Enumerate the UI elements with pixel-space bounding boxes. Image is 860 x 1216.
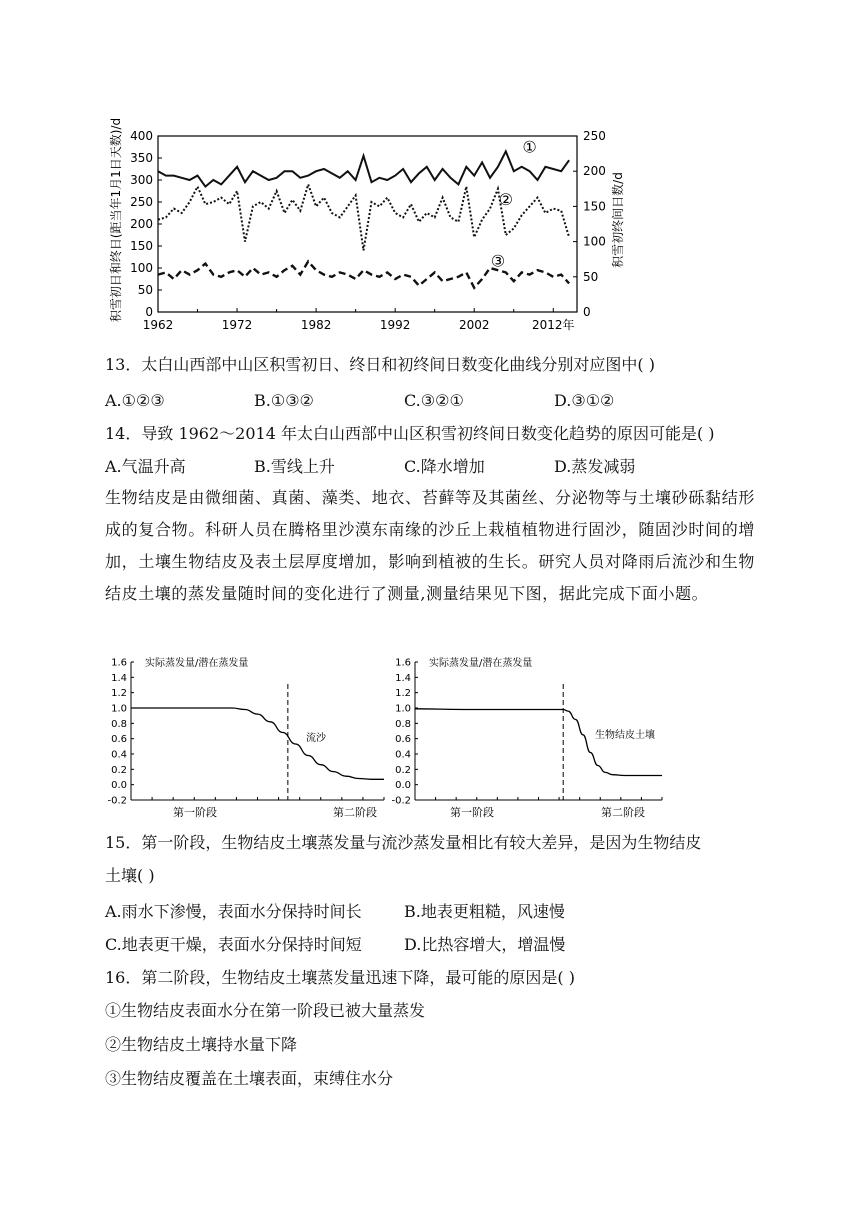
snow-chart-ylabel: 积雪初日和终日(距当年1月1日天数)/d [109,117,123,323]
curve-label: 流沙 [306,733,326,744]
q15-stem-line1: 15．第一阶段，生物结皮土壤蒸发量与流沙蒸发量相比有较大差异，是因为生物结皮 [105,833,702,852]
y-tick-label: 150 [130,239,153,253]
series-line-3 [158,261,569,287]
y-tick-label: 350 [130,151,153,165]
series-label-2: ② [498,190,514,210]
x-tick-label: 1992 [379,318,411,332]
series-line-1 [158,151,569,186]
y-tick-label: -0.2 [391,795,411,807]
y-tick-label: 1.6 [395,657,411,669]
x-tick-label: 1982 [300,318,332,332]
y-tick-label: 0.6 [395,734,411,746]
y-tick-label: -0.2 [107,795,127,807]
q14-option-c[interactable]: C.降水增加 [404,457,485,476]
q15-option-d[interactable]: D.比热容增大，增温慢 [404,935,566,954]
y-tick-label: 1.4 [395,672,411,684]
y-tick-label: 1.0 [395,703,411,715]
q16-statement-2: ②生物结皮土壤持水量下降 [105,1035,298,1054]
y2-tick-label: 250 [583,129,606,143]
y-tick-label: 0.2 [111,764,127,776]
y-tick-label: 0.4 [111,749,127,761]
q15-option-a[interactable]: A.雨水下渗慢，表面水分保持时间长 [105,902,362,921]
y-tick-label: 100 [130,261,153,275]
evap-curve [131,708,384,779]
q13-option-b[interactable]: B.①③② [254,391,314,410]
y-tick-label: 0.0 [395,780,411,792]
snow-chart-y2label: 积雪初终间日数/d [611,172,625,268]
phase-1-label: 第一阶段 [173,806,217,819]
x-tick-label: 2012年 [532,318,575,332]
q16-stem: 16．第二阶段，生物结皮土壤蒸发量迅速下降，最可能的原因是( ) [105,968,575,987]
snow-chart [100,100,640,340]
phase-2-label: 第二阶段 [601,806,645,819]
y-tick-label: 0.6 [111,734,127,746]
y-tick-label: 0.2 [395,764,411,776]
series-label-3: ③ [490,251,506,271]
evap-chart-title: 实际蒸发量/潜在蒸发量 [145,658,249,669]
y2-tick-label: 100 [583,234,606,249]
q15-stem-line2: 土壤( ) [105,866,155,885]
q15-option-c[interactable]: C.地表更干燥，表面水分保持时间短 [105,935,362,954]
q13-option-c[interactable]: C.③②① [404,391,464,410]
phase-2-label: 第二阶段 [333,806,377,819]
q15-option-b[interactable]: B.地表更粗糙，风速慢 [404,902,565,921]
q16-statement-1: ①生物结皮表面水分在第一阶段已被大量蒸发 [105,1001,426,1020]
q14-option-b[interactable]: B.雪线上升 [254,457,335,476]
q13-option-a[interactable]: A.①②③ [105,391,165,410]
x-tick-label: 1972 [221,318,253,332]
q13-stem: 13．太白山西部中山区积雪初日、终日和初终间日数变化曲线分别对应图中( ) [105,355,655,374]
evap-chart-sand [100,650,400,825]
curve-label: 生物结皮土壤 [595,730,655,741]
y2-tick-label: 0 [583,305,591,319]
x-tick-label: 2002 [458,318,490,332]
y-tick-label: 0.4 [395,749,411,761]
y-tick-label: 0.0 [111,780,127,792]
y-tick-label: 1.4 [111,672,127,684]
x-tick-label: 1962 [142,318,174,332]
snow-chart-frame [158,136,577,312]
y-tick-label: 0.8 [111,718,127,730]
y-tick-label: 1.6 [111,657,127,669]
passage-text: 生物结皮是由微细菌、真菌、藻类、地衣、苔藓等及其菌丝、分泌物等与土壤砂砾黏结形成的复合物。科研人员在腾格里沙漠东南缘的沙丘上栽植植物进行固沙，随固沙时间的增加，土壤生物结皮及表土层厚度增加，影响到植被的生长。研究人员对降雨后流沙和生物结皮土壤的蒸发量随时间的变化进行了测量,测量结果见下图，据此完成下面小题。 [105,488,755,603]
y2-tick-label: 200 [583,164,606,179]
q14-option-d[interactable]: D.蒸发减弱 [554,457,636,476]
evap-chart-crust [390,650,680,825]
y2-tick-label: 50 [583,269,599,284]
y-tick-label: 200 [130,217,153,231]
phase-1-label: 第一阶段 [450,806,494,819]
q16-statement-3: ③生物结皮覆盖在土壤表面，束缚住水分 [105,1069,394,1088]
evap-curve [415,709,662,776]
y-tick-label: 1.2 [111,688,127,700]
q14-stem: 14．导致 1962～2014 年太白山西部中山区积雪初终间日数变化趋势的原因可能是( ) [105,424,715,443]
series-label-1: ① [522,137,537,157]
y-tick-label: 1.0 [111,703,127,715]
q14-option-a[interactable]: A.气温升高 [105,457,186,476]
evap-chart-title: 实际蒸发量/潜在蒸发量 [429,658,533,669]
y-tick-label: 0 [145,305,153,319]
y-tick-label: 300 [130,173,153,187]
y-tick-label: 1.2 [395,688,411,700]
y2-tick-label: 150 [583,199,606,214]
y-tick-label: 250 [130,195,153,209]
y-tick-label: 400 [130,129,153,143]
q13-option-d[interactable]: D.③①② [554,391,615,410]
y-tick-label: 50 [137,283,153,297]
y-tick-label: 0.8 [395,718,411,730]
